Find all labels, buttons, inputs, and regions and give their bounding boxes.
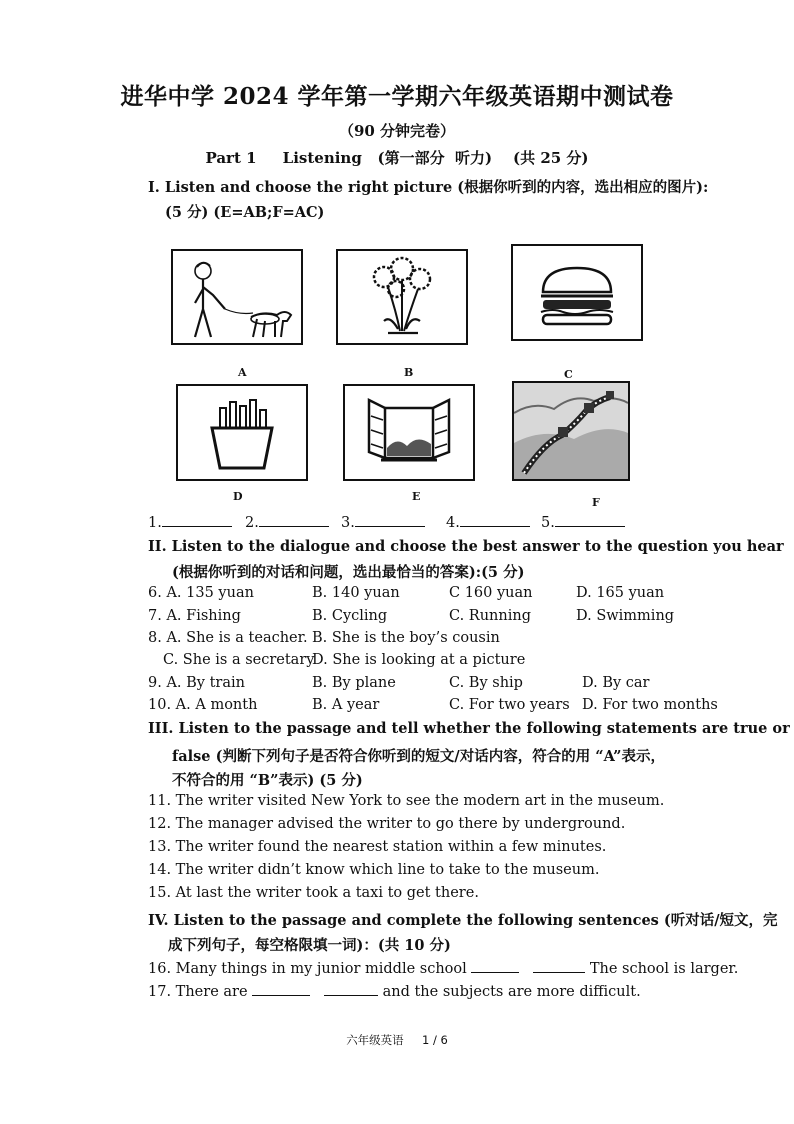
q8-option-b: B. She is the boy’s cousin — [312, 630, 500, 646]
exam-duration: （90 分钟完卷） — [338, 122, 456, 140]
q7-option-c: C. Running — [449, 608, 531, 624]
answer-blank[interactable] — [460, 514, 530, 527]
fill-blank[interactable] — [471, 960, 519, 973]
page-number: 1 / 6 — [421, 1033, 448, 1047]
q8-option-c: C. She is a secretary — [163, 652, 315, 668]
q7-option-a: 7. A. Fishing — [148, 608, 241, 624]
section-2-heading-cont: (根据你听到的对话和问题，选出最恰当的答案):(5 分) — [172, 564, 525, 581]
picture-a — [171, 249, 303, 345]
answer-blank[interactable] — [555, 514, 625, 527]
answer-slot-4: 4. — [446, 514, 530, 531]
section-3-heading: III. Listen to the passage and tell whether the following statements are true or — [148, 720, 790, 737]
section-4-heading-cont: 成下列句子，每空格限填一词)：(共 10 分) — [168, 937, 451, 954]
q8-option-a: 8. A. She is a teacher. — [148, 630, 308, 646]
statement-13: 13. The writer found the nearest station within a few minutes. — [148, 839, 607, 855]
statement-15: 15. At last the writer took a taxi to get there. — [148, 885, 479, 901]
q10-option-d: D. For two months — [582, 697, 718, 713]
q9-option-a: 9. A. By train — [148, 675, 245, 691]
section-1-heading: I. Listen and choose the right picture (根据你听到的内容，选出相应的图片): — [148, 179, 709, 196]
picture-d — [176, 384, 308, 481]
answer-blank[interactable] — [162, 514, 232, 527]
q9-option-c: C. By ship — [449, 675, 523, 691]
french-fries-icon — [178, 386, 306, 479]
section-4-heading: IV. Listen to the passage and complete the following sentences (听对话/短文，完 — [148, 912, 778, 929]
q7-option-b: B. Cycling — [312, 608, 388, 624]
sentence-16: 16. Many things in my junior middle school The school is larger. — [148, 961, 739, 977]
section-3-heading-cont2: 不符合的用 “B”表示) (5 分) — [172, 772, 363, 789]
answer-slot-3: 3. — [341, 514, 425, 531]
picture-f — [512, 381, 630, 481]
answer-blank[interactable] — [355, 514, 425, 527]
q9-option-b: B. By plane — [312, 675, 396, 691]
picture-a-label: A — [238, 366, 247, 379]
q6-option-d: D. 165 yuan — [576, 585, 665, 601]
window-icon — [345, 386, 473, 479]
page-footer — [0, 1032, 794, 1048]
q10-option-c: C. For two years — [449, 697, 570, 713]
q9-option-d: D. By car — [582, 675, 650, 691]
answer-slot-2: 2. — [245, 514, 329, 531]
page-title: 进华中学 2024 学年第一学期六年级英语期中测试卷 — [120, 83, 674, 110]
picture-c — [511, 244, 643, 341]
picture-e — [343, 384, 475, 481]
section-1-note: (5 分) (E=AB;F=AC) — [165, 204, 325, 221]
carnation-flowers-icon — [338, 251, 466, 343]
q8-option-d: D. She is looking at a picture — [312, 652, 526, 668]
part-heading: Part 1 Listening (第一部分 听力) (共 25 分) — [205, 149, 589, 167]
statement-14: 14. The writer didn’t know which line to take to the museum. — [148, 862, 600, 878]
answer-blank[interactable] — [259, 514, 329, 527]
statement-11: 11. The writer visited New York to see the modern art in the museum. — [148, 793, 665, 809]
fill-blank[interactable] — [252, 983, 310, 996]
fill-blank[interactable] — [324, 983, 378, 996]
picture-b-label: B — [404, 366, 414, 379]
man-walking-dog-icon — [173, 251, 301, 343]
q6-option-a: 6. A. 135 yuan — [148, 585, 254, 601]
picture-e-label: E — [412, 490, 421, 503]
footer-subject: 六年级英语 — [346, 1033, 404, 1047]
statement-12: 12. The manager advised the writer to go there by underground. — [148, 816, 626, 832]
great-wall-icon — [514, 383, 628, 479]
picture-f-label: F — [592, 496, 600, 509]
sentence-17: 17. There are and the subjects are more difficult. — [148, 984, 641, 1000]
q10-option-a: 10. A. A month — [148, 697, 258, 713]
q6-option-b: B. 140 yuan — [312, 585, 400, 601]
q10-option-b: B. A year — [312, 697, 380, 713]
picture-b — [336, 249, 468, 345]
q6-option-c: C 160 yuan — [449, 585, 533, 601]
answer-slot-5: 5. — [541, 514, 625, 531]
fill-blank[interactable] — [533, 960, 585, 973]
q7-option-d: D. Swimming — [576, 608, 675, 624]
hamburger-icon — [513, 246, 641, 339]
section-2-heading: II. Listen to the dialogue and choose the best answer to the question you hear — [148, 538, 784, 555]
picture-d-label: D — [233, 490, 243, 503]
picture-c-label: C — [564, 368, 573, 381]
answer-slot-1: 1. — [148, 514, 232, 531]
section-3-heading-cont: false (判断下列句子是否符合你听到的短文/对话内容，符合的用 “A”表示， — [172, 748, 665, 765]
